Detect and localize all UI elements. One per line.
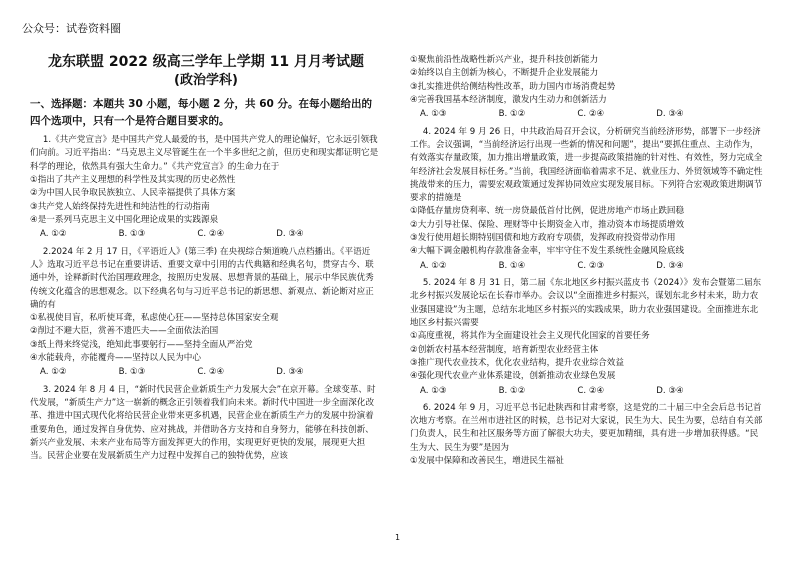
question-1-option-4: ④是一系列马克思主义中国化理论成果的实践源泉 bbox=[30, 214, 219, 225]
choice-c: C. ②③ bbox=[577, 260, 605, 271]
question-1-option-1: ①指出了共产主义理想的科学性及其实现的历史必然性 bbox=[30, 175, 236, 186]
question-1-option-2: ②为中国人民争取民族独立、人民幸福提供了具体方案 bbox=[30, 188, 236, 199]
choice-c: C. ②④ bbox=[197, 229, 225, 240]
question-2-option-2: ②削过不避大臣，赏善不遗匹夫——全面依法治国 bbox=[30, 326, 219, 337]
question-3-option-2: ②始终以自主创新为核心，不断提升企业发展能力 bbox=[410, 68, 599, 79]
choice-b: B. ①③ bbox=[118, 367, 146, 378]
exam-subtitle: (政治学科) bbox=[174, 73, 238, 89]
choice-b: B. ①④ bbox=[498, 260, 526, 271]
choice-c: C. ②④ bbox=[577, 109, 605, 120]
choice-b: B. ①③ bbox=[118, 229, 146, 240]
question-4-choices bbox=[410, 260, 766, 273]
question-3-option-3: ③扎实推进供给侧结构性改革，助力国内市场消费起势 bbox=[410, 81, 616, 92]
question-4-option-1: ①降低存量房贷利率、统一房贷最低首付比例，促进房地产市场止跌回稳 bbox=[410, 206, 685, 217]
question-3-option-4: ④完善我国基本经济制度，激发内生动力和创新活力 bbox=[410, 94, 607, 105]
question-5-choices bbox=[410, 385, 766, 398]
choice-a: A. ①③ bbox=[420, 109, 447, 120]
question-4-option-4: ④大幅下调金融机构存款准备金率，牢牢守住不发生系统性金融风险底线 bbox=[410, 246, 685, 257]
question-6-stem: 6. 2024 年 9 月，习近平总书记赴陕西和甘肃考察，这是党的二十届三中全会后总书记首次地方考察。在兰州市进社区的时候，总书记对大家说，民生为大、民生为要，总结自有关部门负责人，民生和社区服务等方面了解很大功夫，要更加精细，具有进一步增加获得感。“民生为大、民生为要”是因为 bbox=[410, 402, 763, 453]
choice-d: D. ③④ bbox=[656, 385, 684, 396]
choice-d: D. ③④ bbox=[656, 109, 684, 120]
question-2-stem: 2.2024 年 2 月 17 日，《平语近人》(第三季) 在央视综合频道晚八点档播出。《平语近人》选取习近平总书记在重要讲话、重要文章中引用的古代典籍和经典名句，贯穿古今、联通中外，诠释新时代治国理政理念，按照历史发展、思想背景的基础上，展示中华民族优秀传统文化蕴含的思想观念。以下经典名句与习近平总书记的新思想、新观点、新论断对应正确的有 bbox=[30, 246, 374, 310]
choice-d: D. ③④ bbox=[276, 367, 304, 378]
choice-c: C. ②④ bbox=[577, 385, 605, 396]
question-5-option-4: ④强化现代农业产业体系建设，创新推动农业绿色发展 bbox=[410, 371, 616, 382]
question-2-choices bbox=[30, 366, 382, 379]
choice-c: C. ②④ bbox=[197, 367, 225, 378]
question-4-stem: 4. 2024 年 9 月 26 日，中共政治局召开会议，分析研究当前经济形势，部署下一步经济工作。会议强调，“当前经济运行出现一些新的情况和问题”，提出“要抓住重点、主动作为，有效落实存量政策，加力推出增量政策，进一步提高政策措施的针对性、有效性，努力完成全年经济社会发展目标任务。”当前，我国经济面临着需求不足、就业压力、外贸领域等不确定性挑战带来的压力，需要宏观政策通过发挥协同效应实现发展目标。下列符合宏观政策进期调节要求的措施是 bbox=[410, 126, 763, 204]
question-1-choices bbox=[30, 228, 382, 241]
choice-b: B. ①② bbox=[498, 385, 526, 396]
question-3-option-1: ①聚焦前沿性战略性新兴产业，提升科技创新能力 bbox=[410, 55, 599, 65]
choice-a: A. ①② bbox=[40, 229, 67, 240]
question-4-option-3: ③发行使用超长期特别国债和地方政府专项债，发挥政府投资带动作用 bbox=[410, 233, 676, 244]
question-2-option-4: ④水能载舟，亦能覆舟——坚持以人民为中心 bbox=[30, 353, 201, 364]
choice-a: A. ①③ bbox=[420, 385, 447, 396]
question-5-stem: 5. 2024 年 8 月 31 日，第二届《东北地区乡村振兴蓝皮书（2024）》发布会暨第二届东北乡村振兴发展论坛在长春市举办。会议以“全面推进乡村振兴，谋划东北乡村未来，助力农业强国建设”为主题，总结东北地区乡村振兴的实践成果，助力农业强国建设。全面推进东北地区乡村振兴需要 bbox=[410, 278, 762, 328]
choice-b: B. ①② bbox=[498, 109, 526, 120]
question-5-option-2: ②创新农村基本经营制度，培育新型农业经营主体 bbox=[410, 344, 599, 355]
question-5-option-1: ①高度重视，将其作为全面建设社会主义现代化国家的首要任务 bbox=[410, 331, 650, 342]
left-column bbox=[30, 52, 382, 464]
question-2-option-3: ③纸上得来终觉浅，绝知此事要躬行——坚持全面从严治党 bbox=[30, 339, 253, 350]
question-5-option-3: ③推广现代农业技术，优化农业结构，提升农业综合效益 bbox=[410, 357, 624, 368]
choice-a: A. ①② bbox=[420, 260, 447, 271]
choice-d: D. ③④ bbox=[276, 229, 304, 240]
page-number: 1 bbox=[395, 533, 401, 542]
question-6-option-1: ①发展中保障和改善民生，增进民生福祉 bbox=[410, 456, 564, 467]
question-3-choices bbox=[410, 108, 766, 121]
question-4-option-2: ②大力引导社保、保险、理财等中长期资金入市，推动资本市场提质增效 bbox=[410, 219, 685, 230]
right-column bbox=[410, 54, 766, 468]
choice-d: D. ③④ bbox=[656, 260, 684, 271]
header-note: 公众号：试卷资料圈 bbox=[22, 22, 121, 35]
question-2-option-1: ①私视使目盲，私听使耳聋，私虑使心狂——坚持总体国家安全观 bbox=[30, 313, 279, 324]
question-1-option-3: ③共产党人始终保持先进性和纯洁性的行动指南 bbox=[30, 201, 210, 212]
section-heading: 一、选择题：本题共 30 小题，每小题 2 分，共 60 分。在每小题给出的四个选项中，只有一个是符合题目要求的。 bbox=[30, 98, 372, 128]
exam-title: 龙东联盟 2022 级高三学年上学期 11 月月考试题 bbox=[48, 54, 364, 70]
choice-a: A. ①② bbox=[40, 367, 67, 378]
question-3-stem: 3. 2024 年 8 月 4 日，“新时代民营企业新质生产力发展大会”在京开幕。全球变革、时代发展，“新质生产力”这一崭新的概念正引领着我们向未来。新时代中国进一步全面深化改革、推进中国式现代化将给民营企业带来更多机遇，民营企业在新质生产力的发展中扮演着重要角色，通过发挥自身优势、应对挑战，并借助各方支持和自身努力，能够在科技创新、新兴产业发展、未来产业布局等方面发挥更大的作用，实现更好更快的发展，展现更大担当。民营企业要在发展新质生产力过程中发挥自己的独特优势，应该 bbox=[30, 384, 376, 462]
question-1-stem: 1.《共产党宣言》是中国共产党人最爱的书，是中国共产党人的理论偏好，它永远引领我们向前。习近平指出：“马克思主义尽管诞生在一个半多世纪之前，但历史和现实都证明它是科学的理论，依然具有强大生命力。”《共产党宣言》的生命力在于 bbox=[30, 135, 379, 172]
